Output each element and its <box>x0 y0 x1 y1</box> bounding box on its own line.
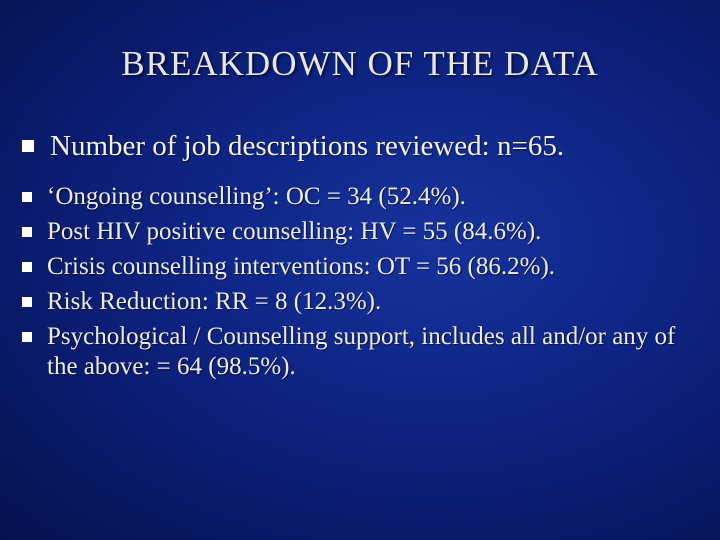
square-bullet-icon <box>22 227 32 237</box>
square-bullet-icon <box>22 262 32 272</box>
list-item-text: Risk Reduction: RR = 8 (12.3%). <box>47 288 382 315</box>
list-item <box>22 287 712 317</box>
list-item-text: Crisis counselling interventions: OT = 56 (86.2%). <box>47 253 556 280</box>
list-item-text: Psychological / Counselling support, includes all and/or any of the above: = 64 (98.5%). <box>47 323 676 380</box>
slide-title: BREAKDOWN OF THE DATA <box>121 44 599 83</box>
list-item <box>22 252 712 282</box>
list-item <box>22 217 712 247</box>
list-item-text: ‘Ongoing counselling’: OC = 34 (52.4%). <box>47 183 466 210</box>
bullet-list <box>22 182 712 387</box>
lead-bullet-item <box>22 130 702 163</box>
square-bullet-icon <box>22 140 34 152</box>
square-bullet-icon <box>22 192 32 202</box>
list-item <box>22 322 712 382</box>
square-bullet-icon <box>22 297 32 307</box>
list-item <box>22 182 712 212</box>
list-item-text: Post HIV positive counselling: HV = 55 (84.6%). <box>47 218 542 245</box>
square-bullet-icon <box>22 332 32 342</box>
lead-text: Number of job descriptions reviewed: n=65. <box>50 130 565 162</box>
